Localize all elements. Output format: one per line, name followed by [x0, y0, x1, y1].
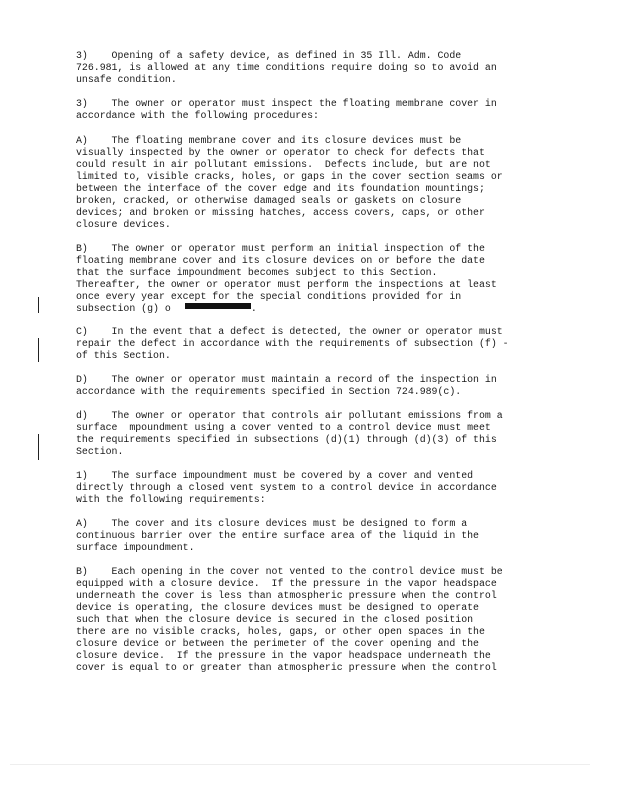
revision-bar	[38, 338, 39, 362]
paragraph-continuous-barrier: A) The cover and its closure devices must be designed to form a continuous barrier over the entire surface area of the liquid in the surface impoundment.	[76, 518, 479, 553]
paragraph-record-inspection: D) The owner or operator must maintain a record of the inspection in accordance with the requirements specified in Section 724.989(c).	[76, 374, 497, 397]
revision-bar	[38, 434, 39, 460]
paragraph-initial-inspection: B) The owner or operator must perform an initial inspection of the floating membrane cover and its closure devices on or before the date that the surface impoundment becomes subject to this Section. Thereafter, the owner or operator must perform the inspections at least once every year except for the special conditions provided for in subsection (g) o .	[76, 243, 497, 314]
paragraph-visual-inspection: A) The floating membrane cover and its closure devices must be visually inspected by the owner or operator to check for defects that could result in air pollutant emissions. Defects include, but are not limited to, visible cracks, holes, or gaps in the cover section seams or between the interface of the cover edge and its foundation mountings; broken, cracked, or otherwise damaged seals or gaskets on closure devices; and broken or missing hatches, access covers, caps, or other closure devices.	[76, 135, 503, 230]
paragraph-closure-device: B) Each opening in the cover not vented to the control device must be equipped with a closure device. If the pressure in the vapor headspace underneath the cover is less than atmospheric pressure when the control device is operating, the closure devices must be designed to operate such that when the closure device is secured in the closed position there are no visible cracks, holes, gaps, or other open spaces in the closure device or between the perimeter of the cover opening and the closure device. If the pressure in the vapor headspace underneath the cover is equal to or greater than atmospheric pressure when the control	[76, 566, 503, 673]
page-bottom-rule	[10, 764, 590, 765]
revision-bar	[38, 297, 39, 313]
paragraph-repair-defect: C) In the event that a defect is detected, the owner or operator must repair the defect in accordance with the requirements of subsection (f) - of this Section.	[76, 326, 509, 361]
redaction-mark	[185, 303, 251, 309]
paragraph-safety-device: 3) Opening of a safety device, as defined in 35 Ill. Adm. Code 726.981, is allowed at any time conditions require doing so to avoid an unsafe condition.	[76, 50, 497, 85]
paragraph-inspect-cover: 3) The owner or operator must inspect the floating membrane cover in accordance with the following procedures:	[76, 98, 497, 121]
paragraph-cover-vented: d) The owner or operator that controls air pollutant emissions from a surface mpoundment using a cover vented to a control device must meet the requirements specified in subsections (d)(1) through (d)(3) of this Section.	[76, 410, 503, 457]
paragraph-closed-vent: 1) The surface impoundment must be covered by a cover and vented directly through a closed vent system to a control device in accordance with the following requirements:	[76, 470, 497, 505]
